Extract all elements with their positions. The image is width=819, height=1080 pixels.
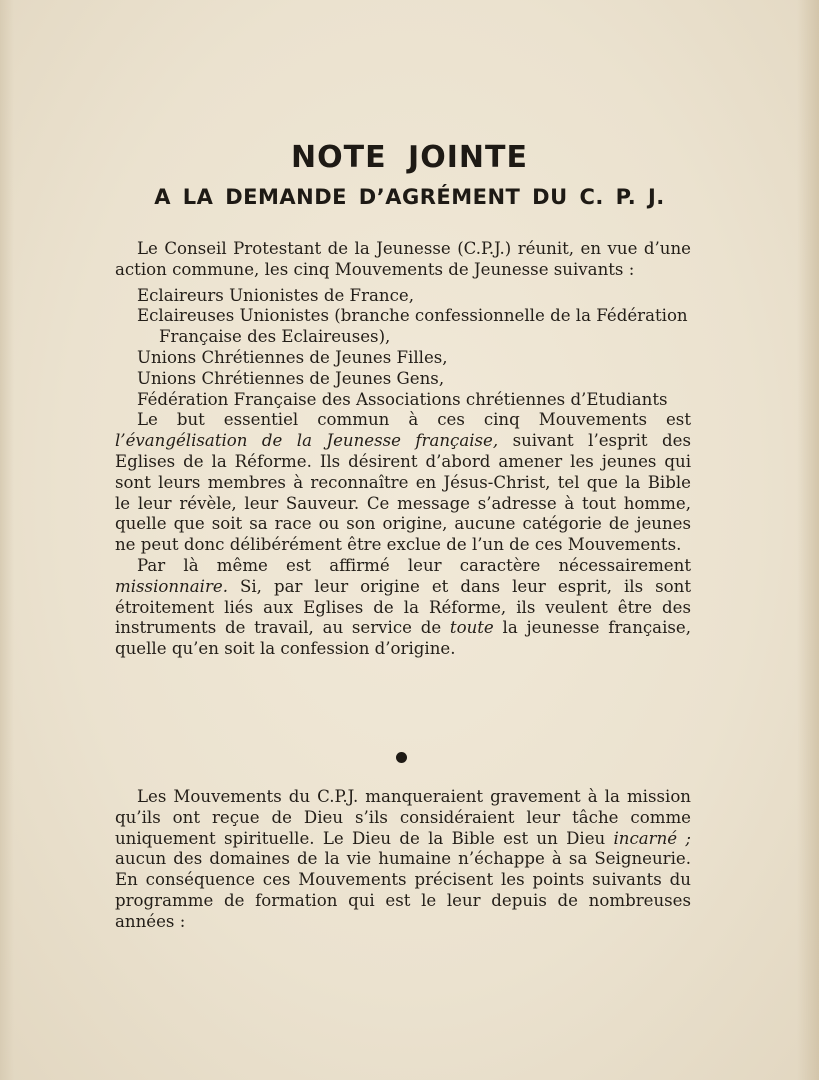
- purpose-text-start: Le but essentiel commun à ces cinq Mouvements est: [137, 410, 691, 430]
- purpose-emphasis: l’évangélisation de la Jeunesse française,: [115, 431, 499, 451]
- mission-text-end: la jeunesse française, quelle qu’en soit la confession d’origine.: [115, 618, 691, 659]
- mission-emphasis: missionnaire.: [115, 576, 228, 596]
- list-item: Eclaireuses Unionistes (branche confessionnelle de la Fédération Française des Eclaireuses),: [137, 306, 688, 347]
- list-item: Eclaireurs Unionistes de France,: [137, 285, 414, 305]
- list-item: Unions Chrétiennes de Jeunes Filles,: [137, 347, 448, 367]
- program-text-start: Les Mouvements du C.P.J. manqueraient gravement à la mission qu’ils ont reçue de Dieu s’ils considéraient leur tâche comme uniquement spirituelle. Le Dieu de la Bible est un Dieu: [115, 787, 691, 848]
- intro-paragraph: Le Conseil Protestant de la Jeunesse (C.P.J.) réunit, en vue d’une action commune, les cinq Mouvements de Jeunesse suivants :: [115, 239, 691, 279]
- mission-paragraph: [115, 556, 691, 660]
- program-paragraph: [115, 787, 691, 933]
- program-emphasis: incarné ;: [613, 828, 691, 848]
- purpose-text-end: suivant l’esprit des Eglises de la Réforme. Ils désirent d’abord amener les jeunes qui sont leurs membres à reconnaître en Jésus-Christ, tel que la Bible le leur révèle, leur Sauveur. Ce message s’adresse à tout homme, quelle que soit sa race ou son origine, aucune catégorie de jeunes ne peut donc délibérément être exclue de l’un de ces Mouvements.: [115, 431, 691, 555]
- mission-emphasis-2: toute: [449, 618, 494, 638]
- body-section-2: [115, 787, 691, 933]
- list-item: Fédération Française des Associations chrétiennes d’Etudiants: [137, 389, 668, 409]
- page-title: NOTE JOINTE: [291, 140, 528, 175]
- list-item: Unions Chrétiennes de Jeunes Gens,: [137, 368, 445, 388]
- mission-text-start: Par là même est affirmé leur caractère nécessairement: [137, 555, 691, 575]
- movements-list: [115, 286, 691, 411]
- section-separator-bullet: [396, 752, 407, 763]
- mission-text-middle: Si, par leur origine et dans leur esprit, ils sont étroitement liés aux Eglises de la Réforme, ils veulent être des instruments de travail, au service de: [115, 576, 691, 638]
- page-subtitle: A LA DEMANDE D’AGRÉMENT DU C. P. J.: [154, 185, 665, 209]
- program-text-end: aucun des domaines de la vie humaine n’échappe à sa Seigneurie. En conséquence ces Mouvements précisent les points suivants du programme de formation qui est le leur depuis de nombreuses années :: [115, 849, 691, 931]
- body-section-1: [115, 239, 691, 660]
- purpose-paragraph: [115, 410, 691, 556]
